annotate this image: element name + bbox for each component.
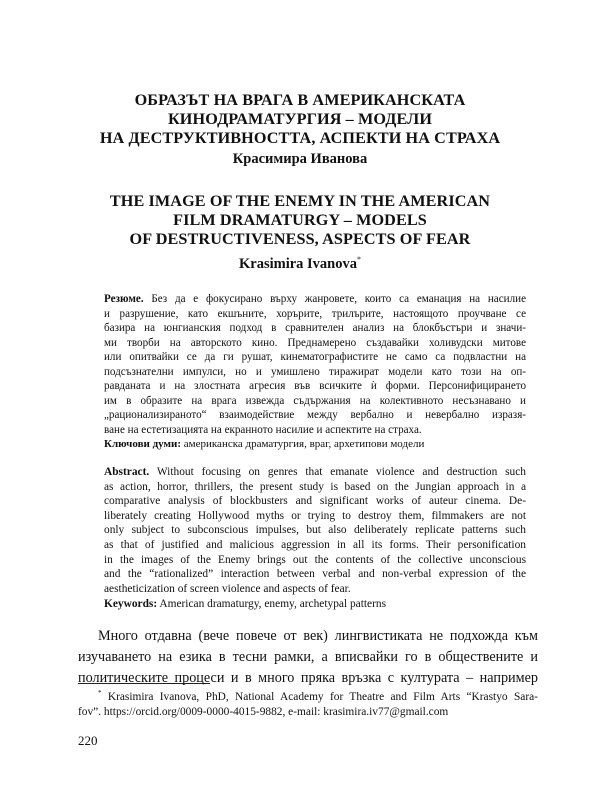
keywords-label: Keywords:	[104, 598, 158, 610]
title-line: КИНОДРАМАТУРГИЯ – МОДЕЛИ	[167, 110, 433, 128]
title-line: НА ДЕСТРУКТИВНОСТТА, АСПЕКТИ НА СТРАХА	[99, 129, 501, 147]
abstract-line: или опитвайки се да ги рушат, кинематографистите не само са подвластни на	[104, 351, 526, 363]
footnote-rule	[78, 683, 210, 684]
abstract-line: равданата и на злостната агресия във всичките ѝ форми. Персонифицирането	[104, 380, 526, 392]
footnote-marker: *	[98, 689, 102, 698]
abstract-line: in the images of the Enemy brings out the contents of the collective unconscious	[104, 553, 526, 566]
body-paragraph	[78, 626, 538, 689]
footnote-line: * Krasimira Ivanova, PhD, National Academy for Theatre and Film Arts “Krastyo Sara-	[98, 689, 538, 703]
keywords-bulgarian	[104, 438, 526, 450]
abstract-line: Abstract. Without focusing on genres that emanate violence and destruction such	[104, 466, 526, 478]
abstract-line: и разрушение, като екшъните, хорърите, трилърите, настоящото проучване се	[104, 307, 526, 320]
abstract-bulgarian	[104, 292, 526, 437]
keywords-text: American dramaturgy, enemy, archetypal patterns	[159, 598, 387, 610]
abstract-line: ми творби на авторското кино. Преднамерено създавайки холивудски митове	[104, 336, 526, 349]
abstract-line: as action, horror, thrillers, the present study is based on the Jungian approach in a	[104, 480, 526, 493]
abstract-label: Резюме.	[104, 293, 144, 305]
abstract-line: and the “rationalized” interaction between verbal and non-verbal expression of the	[104, 568, 526, 581]
body-line: Много отдавна (вече повече от век) лингвистиката не подхожда към	[98, 628, 538, 644]
author-bulgarian: Красимира Иванова	[232, 151, 368, 167]
title-line: ОБРАЗЪТ НА ВРАГА В АМЕРИКАНСКАТА	[134, 91, 466, 109]
body-line: политическите процеси и в много пряка връзка с културата – например	[78, 670, 538, 686]
abstract-line: подсъзнателни импулси, но и умишлено тиражират модели като този на оп-	[104, 365, 526, 378]
keywords-english	[104, 598, 526, 610]
abstract-line: базира на юнгианския подход в сравнителен анализ на блокбъстъри и значи-	[104, 322, 526, 334]
abstract-line: liberately creating Hollywood myths or trying to destroy them, filmmakers are not	[104, 509, 526, 522]
author-name: Krasimira Ivanova	[238, 256, 357, 272]
abstract-line: ване на естетизацията на екранното насилие и аспектите на страха.	[104, 423, 422, 436]
page-number: 220	[78, 733, 98, 748]
title-line: FILM DRAMATURGY – MODELS	[173, 211, 427, 229]
abstract-line: comparative analysis of blockbusters and significant works of auteur cinema. De-	[104, 495, 526, 508]
title-english	[60, 192, 540, 249]
author-english	[60, 256, 540, 273]
abstract-line: Резюме. Без да е фокусирано върху жанровете, които са еманация на насилие	[104, 293, 526, 305]
abstract-line: им в образите на врага извежда съдържания на колективното несъзнавано и	[104, 394, 526, 407]
keywords-text: американска драматургия, враг, архетипови модели	[183, 438, 425, 450]
abstract-line: „рационализираното“ взаимодействие между вербално и невербално изразя-	[104, 409, 526, 421]
title-bulgarian	[60, 91, 540, 148]
abstract-english	[104, 465, 526, 596]
footnote	[78, 690, 538, 719]
footnote-line: fov”. https://orcid.org/0009-0000-4015-9882, e-mail: krasimira.iv77@gmail.com	[78, 705, 449, 718]
abstract-line: only subject to subconscious impulses, but also deliberately replicate patterns such	[104, 524, 526, 537]
abstract-label: Abstract.	[104, 466, 150, 478]
abstract-line: aestheticization of screen violence and aspects of fear.	[104, 582, 351, 595]
body-line: изучаването на езика в тесни рамки, а вписвайки го в обществените и	[78, 649, 538, 665]
title-line: THE IMAGE OF THE ENEMY IN THE AMERICAN	[109, 192, 491, 210]
footnote-marker: *	[357, 255, 361, 265]
title-line: OF DESTRUCTIVENESS, ASPECTS OF FEAR	[129, 230, 471, 248]
keywords-label: Ключови думи:	[104, 438, 182, 450]
abstract-line: as that of justified and malicious aggression in all its forms. Their personification	[104, 538, 526, 551]
